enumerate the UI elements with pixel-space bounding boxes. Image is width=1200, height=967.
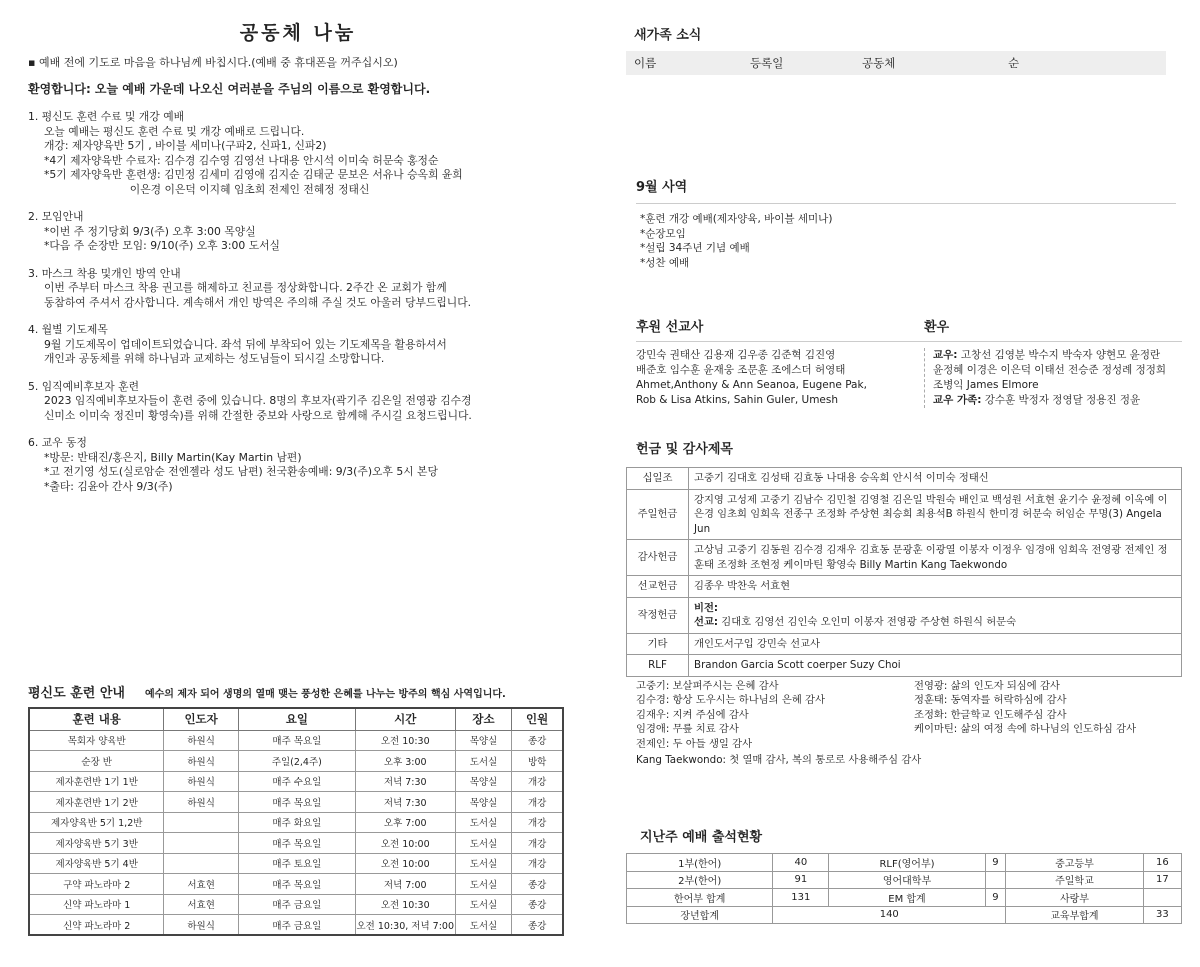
training-subtitle: 예수의 제자 되어 생명의 열매 맺는 풍성한 은혜를 나누는 방주의 핵심 사역입니다. — [144, 689, 506, 700]
table-cell: 도서실 — [455, 853, 512, 874]
table-row — [29, 751, 563, 772]
attendance-cell: 영어대학부 — [829, 871, 985, 889]
sick-family-names: 강수훈 박정자 정영달 정용진 정윤 — [981, 394, 1141, 406]
notice-item — [28, 380, 568, 424]
table-cell: 저녁 7:00 — [355, 874, 455, 895]
notice-line: *방문: 반태진/홍은지, Billy Martin(Kay Martin 남편) — [44, 450, 302, 464]
table-cell: 도서실 — [455, 874, 512, 895]
thanks-item: Kang Taekwondo: 첫 열매 감사, 복의 통로로 사용해주심 감사 — [636, 754, 922, 766]
offering-label: 작정헌금 — [627, 597, 689, 633]
notice-title: 2. 모임안내 — [28, 210, 84, 223]
attendance-cell: 91 — [773, 871, 829, 889]
table-cell: 매주 목요일 — [238, 730, 355, 751]
attendance-cell: 주일학교 — [1006, 871, 1143, 889]
training-header: 장소 — [455, 708, 512, 730]
table-cell: 오전 10:30, 저녁 7:00 — [355, 915, 455, 936]
table-cell: 도서실 — [455, 751, 512, 772]
training-table — [28, 707, 564, 936]
offering-names: 고상님 고중기 김동원 김수경 김재우 김효동 문광훈 이광열 이봉자 이정우 임경애 임희옥 전영광 전제인 정훈태 조정화 조현정 케이마틴 황영숙 Billy Martin Kang Taekwondo — [689, 540, 1182, 576]
missionary-line: Ahmet,Anthony & Ann Seanoa, Eugene Pak, — [636, 379, 867, 391]
offering-names: 고중기 김대호 김성태 김효동 나대용 승옥희 안시석 이미숙 정태신 — [689, 468, 1182, 490]
table-cell: 개강 — [512, 792, 563, 813]
table-cell: 개강 — [512, 812, 563, 833]
table-cell: 오전 10:30 — [355, 730, 455, 751]
table-cell: 제자훈련반 1기 1반 — [29, 771, 164, 792]
table-cell: 도서실 — [455, 894, 512, 915]
training-header: 훈련 내용 — [29, 708, 164, 730]
table-cell: 매주 목요일 — [238, 833, 355, 854]
thanks-list — [626, 677, 1182, 754]
table-row — [29, 853, 563, 874]
thanks-item: 케이마틴: 삶의 여정 속에 하나님의 인도하심 감사 — [914, 723, 1137, 735]
notice-line: *다음 주 순장반 모임: 9/10(주) 오후 3:00 도서실 — [44, 239, 280, 252]
table-cell: 오후 3:00 — [355, 751, 455, 772]
attendance-cell: EM 합계 — [829, 889, 985, 907]
table-row — [29, 792, 563, 813]
offering-row — [627, 655, 1182, 677]
thanks-item: 조정화: 한글학교 인도해주심 감사 — [914, 708, 1067, 721]
table-row — [29, 915, 563, 936]
table-cell: 하원식 — [164, 792, 238, 813]
attendance-cell: 16 — [1143, 854, 1181, 872]
table-cell: 개강 — [512, 853, 563, 874]
offering-row — [627, 576, 1182, 598]
attendance-row — [627, 889, 1182, 907]
total-value: 140 — [773, 906, 1006, 924]
offering-names: 강지영 고성제 고중기 김남수 김민철 김영철 김은일 박원숙 배인교 백성원 서효현 윤기수 윤정혜 이옥예 이은경 임초희 임희옥 전종구 조정화 주상현 최승희 최용석B 하원식 한미경 허문숙 허임순 무명(3) Angela Jun — [689, 489, 1182, 540]
notice-line: 2023 임직예비후보자들이 훈련 중에 있습니다. 8명의 후보자(곽기주 김은일 전영광 김수경 — [44, 394, 472, 407]
new-family-columns — [626, 51, 1166, 75]
new-family-section — [626, 24, 1166, 75]
missionary-line: 배준호 임수훈 윤재웅 조문훈 조에스더 허영태 — [636, 364, 846, 376]
sick-family-label: 교우 가족: — [933, 394, 982, 406]
notice-item — [28, 267, 568, 311]
table-cell: 매주 금요일 — [238, 915, 355, 936]
offering-row — [627, 468, 1182, 490]
pledge-mission-names: 김대호 김영선 김인숙 오인미 이봉자 전영광 주상현 하원식 허문숙 — [718, 616, 1017, 628]
sick-label: 교우: — [933, 349, 958, 361]
attendance-cell: 1부(한어) — [627, 854, 773, 872]
table-cell: 종강 — [512, 915, 563, 936]
total-label: 장년합계 — [627, 906, 773, 924]
training-header: 인도자 — [164, 708, 238, 730]
table-cell: 신약 파노라마 1 — [29, 894, 164, 915]
table-cell — [164, 812, 238, 833]
attendance-cell: 중고등부 — [1006, 854, 1143, 872]
missionaries-title: 후원 선교사 — [636, 316, 924, 342]
table-cell: 오전 10:00 — [355, 833, 455, 854]
table-cell: 서효현 — [164, 874, 238, 895]
offering-table — [626, 467, 1182, 677]
attendance-cell: 40 — [773, 854, 829, 872]
events-section — [636, 176, 1176, 270]
notice-item — [28, 210, 568, 254]
thanks-item: 고중기: 보살펴주시는 은혜 감사 — [636, 679, 779, 692]
table-cell: 도서실 — [455, 915, 512, 936]
attendance-cell — [985, 871, 1006, 889]
offering-label: 기타 — [627, 633, 689, 655]
thanks-item: 임경애: 무릎 치료 감사 — [636, 723, 739, 735]
attendance-row — [627, 871, 1182, 889]
notice-title: 1. 평신도 훈련 수료 및 개강 예배 — [28, 110, 185, 123]
notice-item — [28, 110, 568, 197]
table-cell: 매주 금요일 — [238, 894, 355, 915]
col-group: 순 — [1008, 56, 1020, 70]
notice-line: 신미소 이미숙 정진미 황영숙)를 위해 간절한 중보와 사랑으로 함께해 주시길 요청드립니다. — [44, 408, 472, 422]
attendance-row — [627, 854, 1182, 872]
attendance-cell: 한어부 합계 — [627, 889, 773, 907]
events-title: 9월 사역 — [636, 180, 688, 195]
event-item: *성찬 예배 — [640, 256, 690, 269]
table-cell: 도서실 — [455, 812, 512, 833]
table-cell — [164, 833, 238, 854]
table-cell: 개강 — [512, 833, 563, 854]
event-item: *설립 34주년 기념 예배 — [640, 242, 750, 254]
thanks-item: 전제인: 두 아들 생일 감사 — [636, 737, 753, 750]
attendance-section — [626, 826, 1182, 924]
offering-names — [689, 597, 1182, 633]
attendance-cell: 9 — [985, 889, 1006, 907]
welcome-message: 환영합니다: 오늘 예배 가운데 나오신 여러분을 주님의 이름으로 환영합니다. — [28, 82, 431, 96]
notice-title: 3. 마스크 착용 및개인 방역 안내 — [28, 266, 181, 280]
thanks-item: 김수경: 항상 도우시는 하나님의 은혜 감사 — [636, 694, 825, 706]
attendance-cell: 사랑부 — [1006, 889, 1143, 907]
new-family-title: 새가족 소식 — [634, 28, 702, 43]
offering-label: 선교헌금 — [627, 576, 689, 598]
table-cell: 순장 반 — [29, 751, 164, 772]
table-cell: 저녁 7:30 — [355, 771, 455, 792]
col-name: 이름 — [634, 56, 657, 70]
table-cell: 하원식 — [164, 915, 238, 936]
notice-list — [28, 110, 568, 494]
offering-label: RLF — [627, 655, 689, 677]
offering-names: 개인도서구입 강민숙 선교사 — [689, 633, 1182, 655]
attendance-cell: 131 — [773, 889, 829, 907]
notice-line: 오늘 예배는 평신도 훈련 수료 및 개강 예배로 드립니다. — [44, 124, 305, 138]
table-cell: 하원식 — [164, 771, 238, 792]
table-cell: 제자양육반 5기 1,2반 — [29, 812, 164, 833]
notice-line: *4기 제자양육반 수료자: 김수경 김수영 김영선 나대용 안시석 이미숙 허문숙 홍정순 — [44, 153, 439, 167]
offering-names: 김종우 박찬욱 서효현 — [689, 576, 1182, 598]
sick-title: 환우 — [924, 316, 1182, 342]
table-row — [29, 894, 563, 915]
notice-title: 6. 교우 동정 — [28, 436, 87, 449]
prayer-note: ▪ 예배 전에 기도로 마음을 하나님께 바칩시다.(예배 중 휴대폰을 꺼주십시오) — [28, 56, 398, 69]
notice-line: *고 전기영 성도(실로암순 전엔젤라 성도 남편) 천국환송예배: 9/3(주)오후 5시 본당 — [44, 465, 438, 478]
notice-line: *이번 주 정기당회 9/3(주) 오후 3:00 목양실 — [44, 224, 256, 238]
table-cell: 목양실 — [455, 792, 512, 813]
training-title: 평신도 훈련 안내 — [28, 686, 125, 701]
table-cell: 오후 7:00 — [355, 812, 455, 833]
table-cell: 방학 — [512, 751, 563, 772]
table-row — [29, 771, 563, 792]
table-cell: 매주 토요일 — [238, 853, 355, 874]
attendance-cell: RLF(영어부) — [829, 854, 985, 872]
table-row — [29, 833, 563, 854]
table-cell: 종강 — [512, 894, 563, 915]
sick-list — [924, 316, 1182, 408]
attendance-title: 지난주 예배 출석현황 — [640, 830, 763, 845]
table-cell: 매주 목요일 — [238, 874, 355, 895]
left-column — [28, 18, 568, 507]
notice-title: 5. 임직예비후보자 훈련 — [28, 379, 140, 393]
attendance-table — [626, 853, 1182, 924]
sick-names: 조병익 James Elmore — [933, 379, 1039, 391]
table-cell: 제자양육반 5기 3반 — [29, 833, 164, 854]
thanks-item: 김재우: 지켜 주심에 감사 — [636, 708, 749, 721]
offering-label: 십일조 — [627, 468, 689, 490]
table-cell: 하원식 — [164, 751, 238, 772]
thanks-item: 정훈태: 동역자를 허락하심에 감사 — [914, 694, 1067, 706]
table-cell: 주일(2,4주) — [238, 751, 355, 772]
notice-line: 개강: 제자양육반 5기 , 바이블 세미나(구파2, 신파1, 신파2) — [44, 139, 327, 152]
table-cell: 개강 — [512, 771, 563, 792]
notice-line: 이번 주부터 마스크 착용 권고를 해제하고 친교를 정상화합니다. 2주간 온 교회가 함께 — [44, 281, 447, 294]
col-date: 등록일 — [750, 56, 784, 70]
mission-sick-section — [636, 316, 1182, 408]
offering-label: 주일헌금 — [627, 489, 689, 540]
table-cell: 저녁 7:30 — [355, 792, 455, 813]
offering-row — [627, 540, 1182, 576]
pledge-mission-label: 선교: — [694, 616, 719, 628]
col-community: 공동체 — [862, 56, 896, 70]
sick-names: 윤정혜 이경은 이은덕 이태선 전승준 정성례 정정희 — [933, 364, 1167, 376]
training-section — [28, 682, 564, 936]
table-cell: 오전 10:00 — [355, 853, 455, 874]
offering-title: 헌금 및 감사제목 — [636, 442, 733, 457]
table-cell: 도서실 — [455, 833, 512, 854]
offering-row — [627, 489, 1182, 540]
attendance-cell: 9 — [985, 854, 1006, 872]
table-cell: 목양실 — [455, 771, 512, 792]
table-cell: 신약 파노라마 2 — [29, 915, 164, 936]
notice-line: 이은경 이은덕 이지혜 임초희 전제인 전혜정 정태신 — [44, 182, 370, 196]
edu-label: 교육부합계 — [1006, 906, 1143, 924]
table-cell: 종강 — [512, 874, 563, 895]
table-cell: 제자훈련반 1기 2반 — [29, 792, 164, 813]
training-header: 시간 — [355, 708, 455, 730]
attendance-cell: 2부(한어) — [627, 871, 773, 889]
offering-row — [627, 597, 1182, 633]
training-header: 인원 — [512, 708, 563, 730]
table-cell: 하원식 — [164, 730, 238, 751]
offering-label: 감사헌금 — [627, 540, 689, 576]
table-cell — [164, 853, 238, 874]
attendance-cell — [1143, 889, 1181, 907]
table-cell: 매주 목요일 — [238, 792, 355, 813]
notice-line: 동참하여 주셔서 감사합니다. 계속해서 개인 방역은 주의해 주실 것도 아울러 당부드립니다. — [44, 295, 472, 309]
table-cell: 목회자 양육반 — [29, 730, 164, 751]
table-cell: 서효현 — [164, 894, 238, 915]
sick-names: 고창선 김영분 박수지 박숙자 양현모 윤정란 — [957, 349, 1161, 361]
notice-item — [28, 436, 568, 494]
missionary-line: Rob & Lisa Atkins, Sahin Guler, Umesh — [636, 394, 839, 406]
notice-item — [28, 323, 568, 367]
table-cell: 매주 화요일 — [238, 812, 355, 833]
missionaries — [636, 316, 924, 408]
table-cell: 종강 — [512, 730, 563, 751]
notice-line: 9월 기도제목이 업데이트되었습니다. 좌석 뒤에 부착되어 있는 기도제목을 활용하셔서 — [44, 337, 447, 351]
missionary-line: 강민숙 권태산 김용재 김우종 김준혁 김진영 — [636, 349, 836, 361]
thanks-item: 전영광: 삶의 인도자 되심에 감사 — [914, 679, 1060, 692]
notice-line: 개인과 공동체를 위해 하나님과 교제하는 성도님들이 되시길 소망합니다. — [44, 352, 385, 365]
event-item: *훈련 개강 예배(제자양육, 바이블 세미나) — [640, 213, 833, 225]
offering-names: Brandon Garcia Scott coerper Suzy Choi — [689, 655, 1182, 677]
offering-row — [627, 633, 1182, 655]
pledge-vision-label: 비전: — [694, 601, 719, 614]
event-item: *순장모임 — [640, 227, 686, 240]
offering-section — [626, 438, 1182, 770]
table-cell: 구약 파노라마 2 — [29, 874, 164, 895]
table-cell: 제자양육반 5기 4반 — [29, 853, 164, 874]
attendance-cell: 17 — [1143, 871, 1181, 889]
notice-title: 4. 월별 기도제목 — [28, 323, 108, 336]
table-cell: 매주 수요일 — [238, 771, 355, 792]
table-cell: 목양실 — [455, 730, 512, 751]
table-cell: 오전 10:30 — [355, 894, 455, 915]
table-row — [29, 874, 563, 895]
page-title: 공동체 나눔 — [239, 22, 357, 44]
edu-value: 33 — [1143, 906, 1181, 924]
attendance-total-row — [627, 906, 1182, 924]
notice-line: *출타: 김윤아 간사 9/3(주) — [44, 479, 173, 493]
table-row — [29, 730, 563, 751]
training-header: 요일 — [238, 708, 355, 730]
notice-line: *5기 제자양육반 훈련생: 김민정 김세미 김영애 김지순 김태군 문보은 서유나 승옥희 윤희 — [44, 168, 463, 181]
table-row — [29, 812, 563, 833]
